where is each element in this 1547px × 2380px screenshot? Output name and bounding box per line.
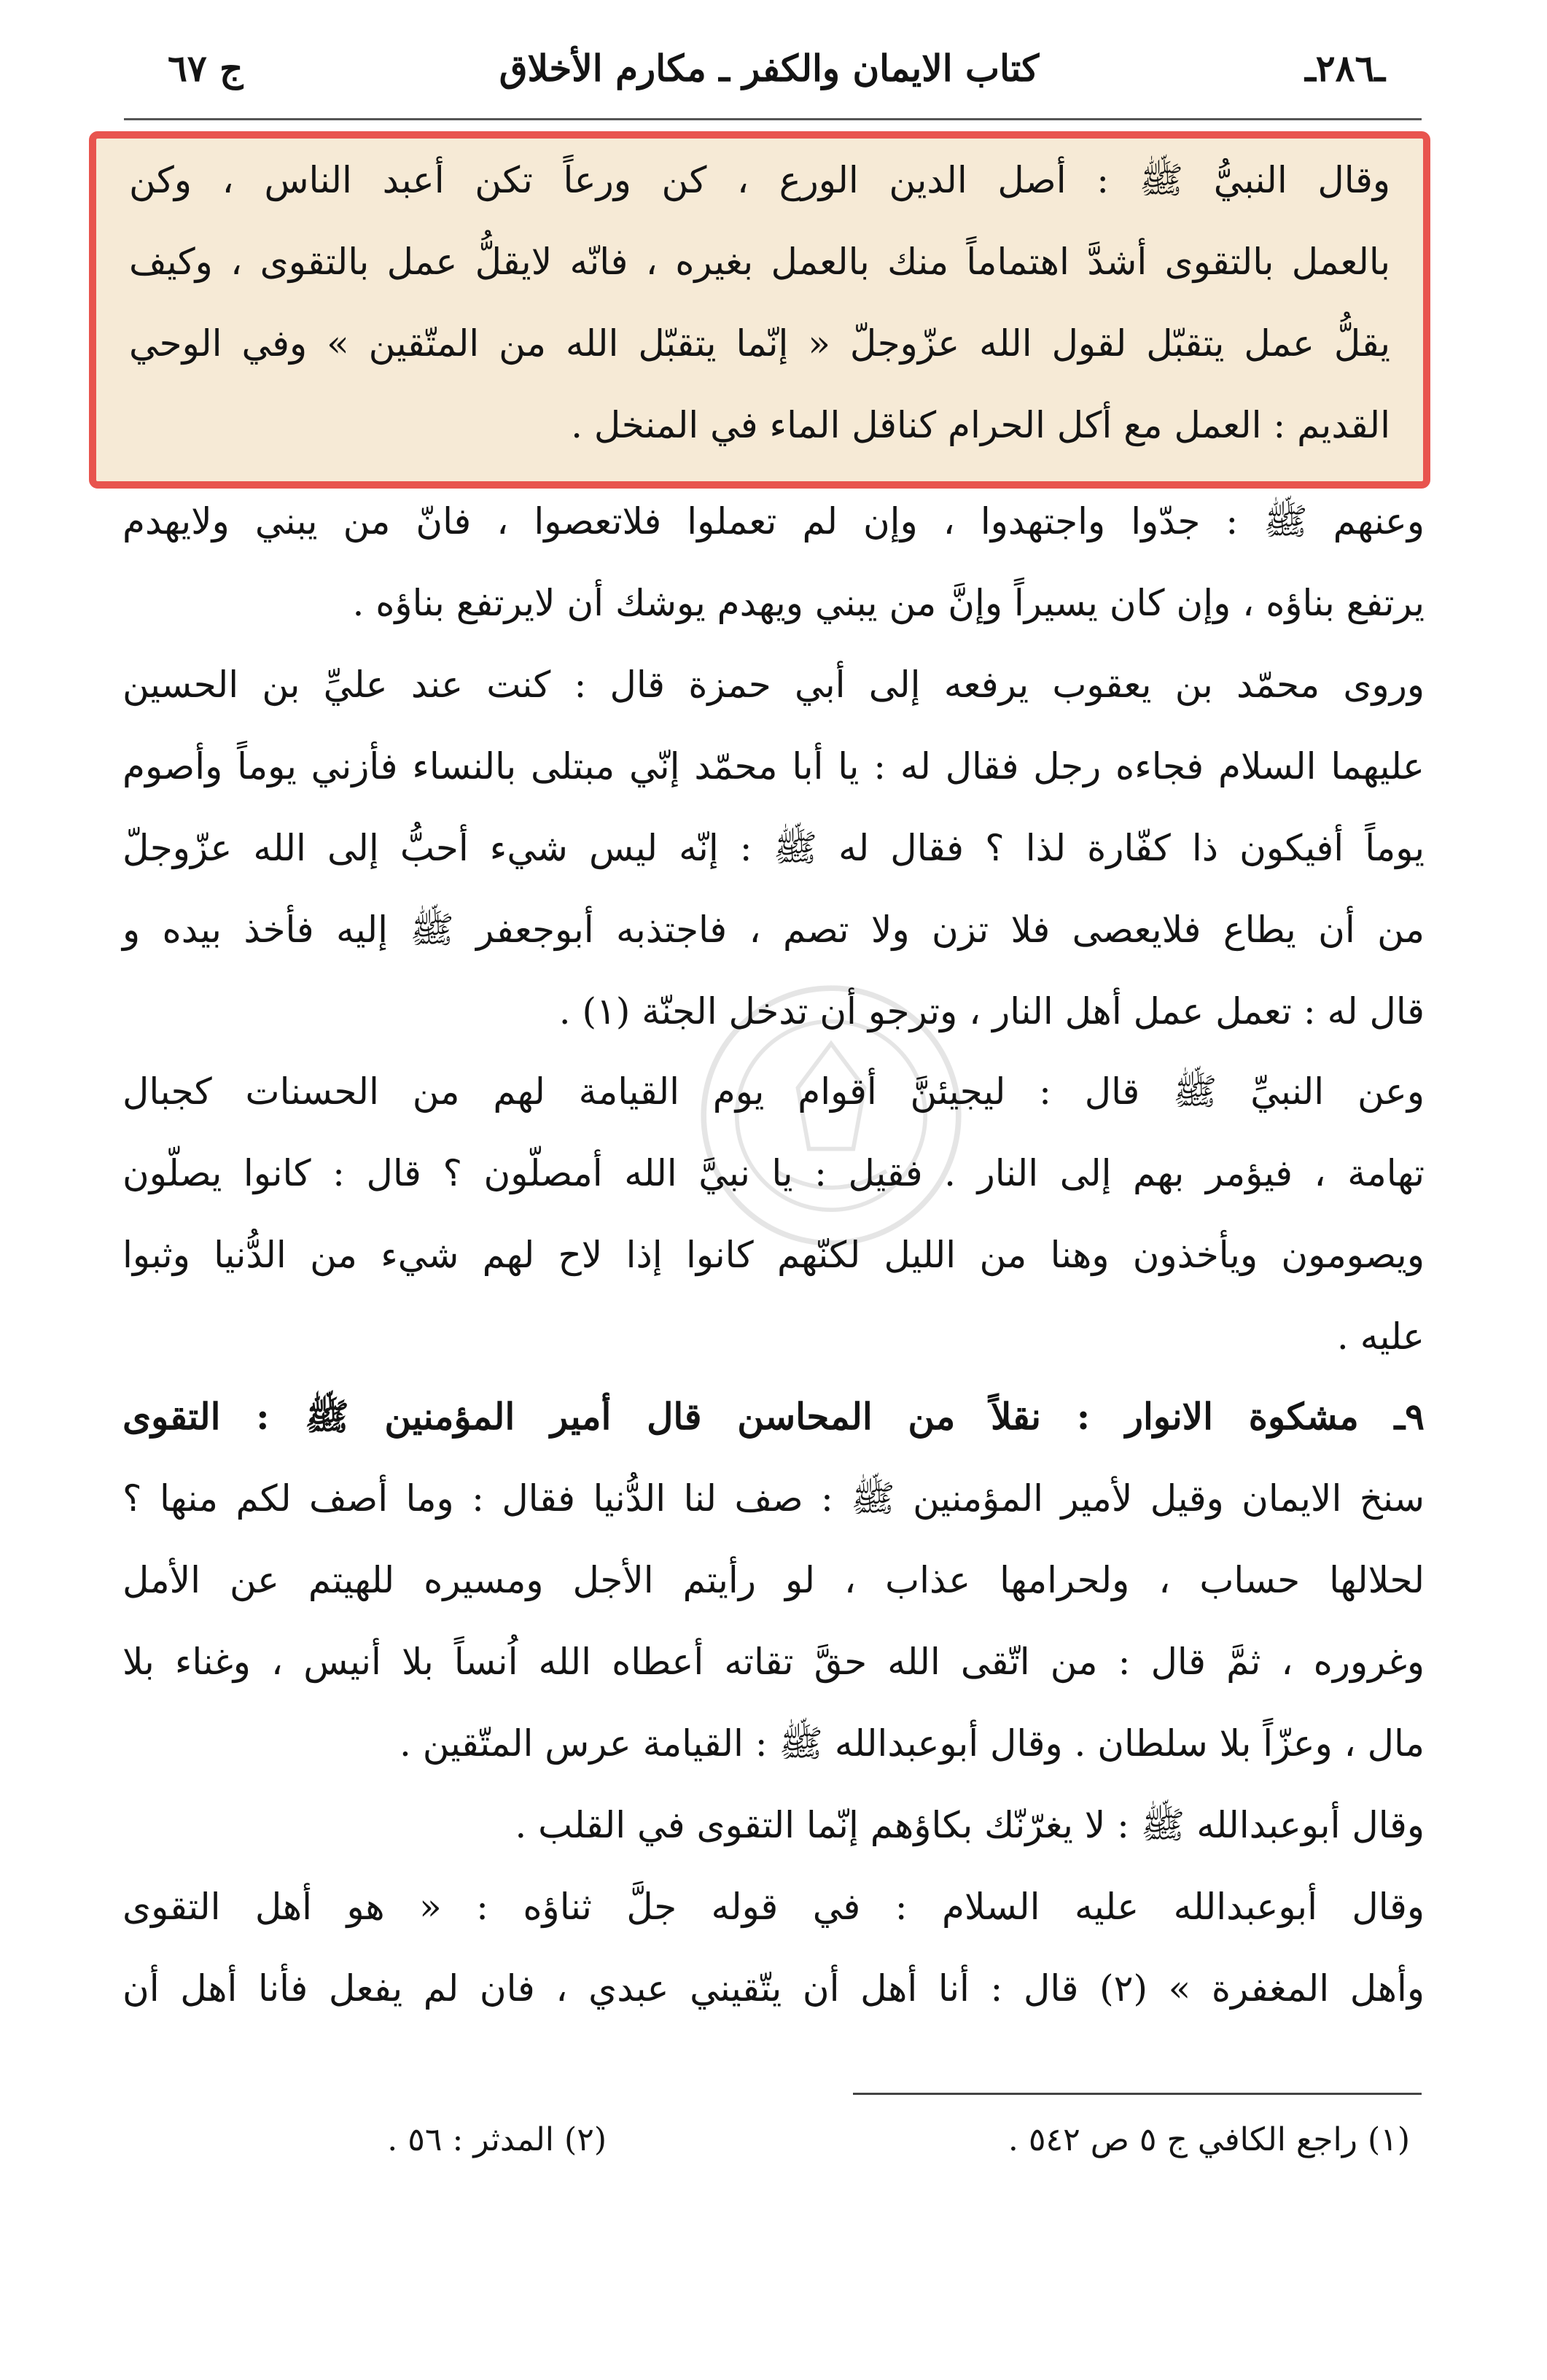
header-rule xyxy=(124,118,1422,120)
body-line: عليه . xyxy=(1336,1315,1425,1358)
footnote-rule xyxy=(853,2093,1422,2095)
highlighted-line: يقلُّ عمل يتقبّل لقول الله عزّوجلّ « إنّما يتقبّل الله من المتّقين » وفي الوحي xyxy=(129,322,1390,365)
running-title: كتاب الايمان والكفر ـ مكارم الأخلاق xyxy=(499,47,1040,90)
highlighted-passage xyxy=(89,131,1430,489)
body-line: تهامة ، فيؤمر بهم إلى النار . فقيل : يا نبيَّ الله أمصلّون ؟ قال : كانوا يصلّون xyxy=(122,1152,1425,1194)
page-header xyxy=(124,47,1414,112)
body-line: عليهما السلام فجاءه رجل فقال له : يا أبا محمّد إنّي مبتلى بالنساء فأزني يوماً وأصوم xyxy=(122,745,1425,788)
body-line: وقال أبوعبدالله ﷺ : لا يغرّنّك بكاؤهم إنّما التقوى في القلب . xyxy=(515,1804,1425,1846)
body-line: يوماً أفيكون ذا كفّارة لذا ؟ فقال له ﷺ : إنّه ليس شيء أحبُّ إلى الله عزّوجلّ xyxy=(122,827,1425,869)
highlighted-line: بالعمل بالتقوى أشدَّ اهتماماً منك بالعمل بغيره ، فانّه لايقلُّ عمل بالتقوى ، وكيف xyxy=(129,241,1390,283)
body-line: مال ، وعزّاً بلا سلطان . وقال أبوعبدالله ﷺ : القيامة عرس المتّقين . xyxy=(399,1722,1425,1765)
body-line: وعن النبيِّ ﷺ قال : ليجيئنَّ أقوام يوم القيامة لهم من الحسنات كجبال xyxy=(122,1070,1425,1113)
footnote-1: (١) راجع الكافي ج ٥ ص ٥٤٢ . xyxy=(1008,2121,1410,2158)
body-line: لحلالها حساب ، ولحرامها عذاب ، لو رأيتم الأجل ومسيره للهيتم عن الأمل xyxy=(122,1559,1425,1601)
body-line: من أن يطاع فلايعصى فلا تزن ولا تصم ، فاجتذبه أبوجعفر ﷺ إليه فأخذ بيده و xyxy=(122,909,1425,951)
highlighted-line: وقال النبيُّ ﷺ : أصل الدين الورع ، كن ورعاً تكن أعبد الناس ، وكن xyxy=(129,159,1390,201)
body-line: وعنهم ﷺ : جدّوا واجتهدوا ، وإن لم تعملوا فلاتعصوا ، فانّ من يبني ولايهدم xyxy=(122,500,1425,542)
section-heading-line: ٩ـ مشكوة الانوار : نقلاً من المحاسن قال أمير المؤمنين ﷺ : التقوى xyxy=(122,1395,1425,1438)
footnote-2: (٢) المدثر : ٥٦ . xyxy=(387,2121,607,2158)
body-line: قال له : تعمل عمل أهل النار ، وترجو أن تدخل الجنّة (١) . xyxy=(558,990,1425,1032)
highlighted-line: القديم : العمل مع أكل الحرام كناقل الماء في المنخل . xyxy=(571,404,1390,446)
body-line: وقال أبوعبدالله عليه السلام : في قوله جلَّ ثناؤه : « هو أهل التقوى xyxy=(122,1886,1425,1928)
body-line: سنخ الايمان وقيل لأمير المؤمنين ﷺ : صف لنا الدُّنيا فقال : وما أصف لكم منها ؟ xyxy=(122,1477,1425,1520)
body-line: وأهل المغفرة » (٢) قال : أنا أهل أن يتّقيني عبدي ، فان لم يفعل فأنا أهل أن xyxy=(122,1967,1425,2010)
volume-label: ج ٦٧ xyxy=(168,47,243,90)
body-line: وروى محمّد بن يعقوب يرفعه إلى أبي حمزة قال : كنت عند عليِّ بن الحسين xyxy=(122,664,1425,706)
body-line: ويصومون ويأخذون وهنا من الليل لكنّهم كانوا إذا لاح لهم شيء من الدُّنيا وثبوا xyxy=(122,1234,1425,1276)
body-line: وغروره ، ثمَّ قال : من اتّقى الله حقَّ تقاته أعطاه الله اُنساً بلا أنيس ، وغناء بلا xyxy=(122,1641,1425,1683)
page-number: ـ٢٨٦ـ xyxy=(1305,47,1385,90)
body-line: يرتفع بناؤه ، وإن كان يسيراً وإنَّ من يبني ويهدم يوشك أن لايرتفع بناؤه . xyxy=(352,582,1425,624)
